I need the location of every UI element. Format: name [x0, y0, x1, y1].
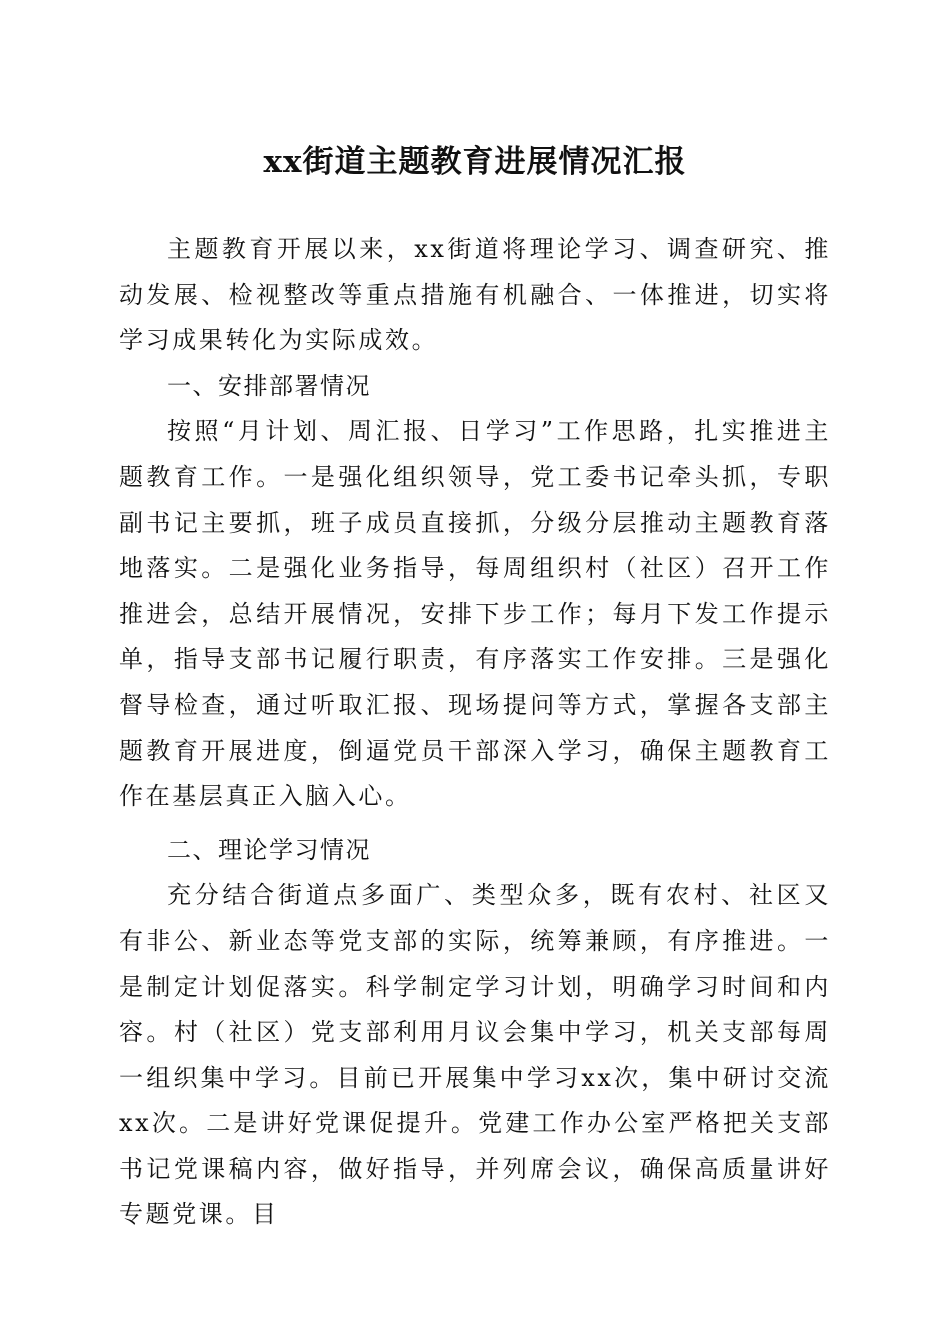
section-heading-theory-study: 二、理论学习情况 — [167, 835, 371, 864]
section-paragraph-theory-study: 充分结合街道点多面广、类型众多，既有农村、社区又有非公、新业态等党支部的实际，统筹兼顾，有序推进。一是制定计划促落实。科学制定学习计划，明确学习时间和内容。村（社区）党支部利用月议会集中学习，机关支部每周一组织集中学习。目前已开展集中学习xx次，集中研讨交流xx次。二是讲好党课促提升。党建工作办公室严格把关支部书记党课稿内容，做好指导，并列席会议，确保高质量讲好专题党课。目 — [119, 881, 831, 1229]
intro-paragraph: 主题教育开展以来，xx街道将理论学习、调查研究、推动发展、检视整改等重点措施有机融合、一体推进，切实将学习成果转化为实际成效。 — [119, 235, 831, 355]
document-body — [119, 227, 831, 1238]
document-title: xx街道主题教育进展情况汇报 — [263, 144, 687, 180]
section-heading-arrangement: 一、安排部署情况 — [167, 371, 371, 400]
section-paragraph-arrangement: 按照“月计划、周汇报、日学习”工作思路，扎实推进主题教育工作。一是强化组织领导，党工委书记牵头抓，专职副书记主要抓，班子成员直接抓，分级分层推动主题教育落地落实。二是强化业务指导，每周组织村（社区）召开工作推进会，总结开展情况，安排下步工作；每月下发工作提示单，指导支部书记履行职责，有序落实工作安排。三是强化督导检查，通过听取汇报、现场提问等方式，掌握各支部主题教育开展进度，倒逼党员干部深入学习，确保主题教育工作在基层真正入脑入心。 — [119, 417, 831, 811]
